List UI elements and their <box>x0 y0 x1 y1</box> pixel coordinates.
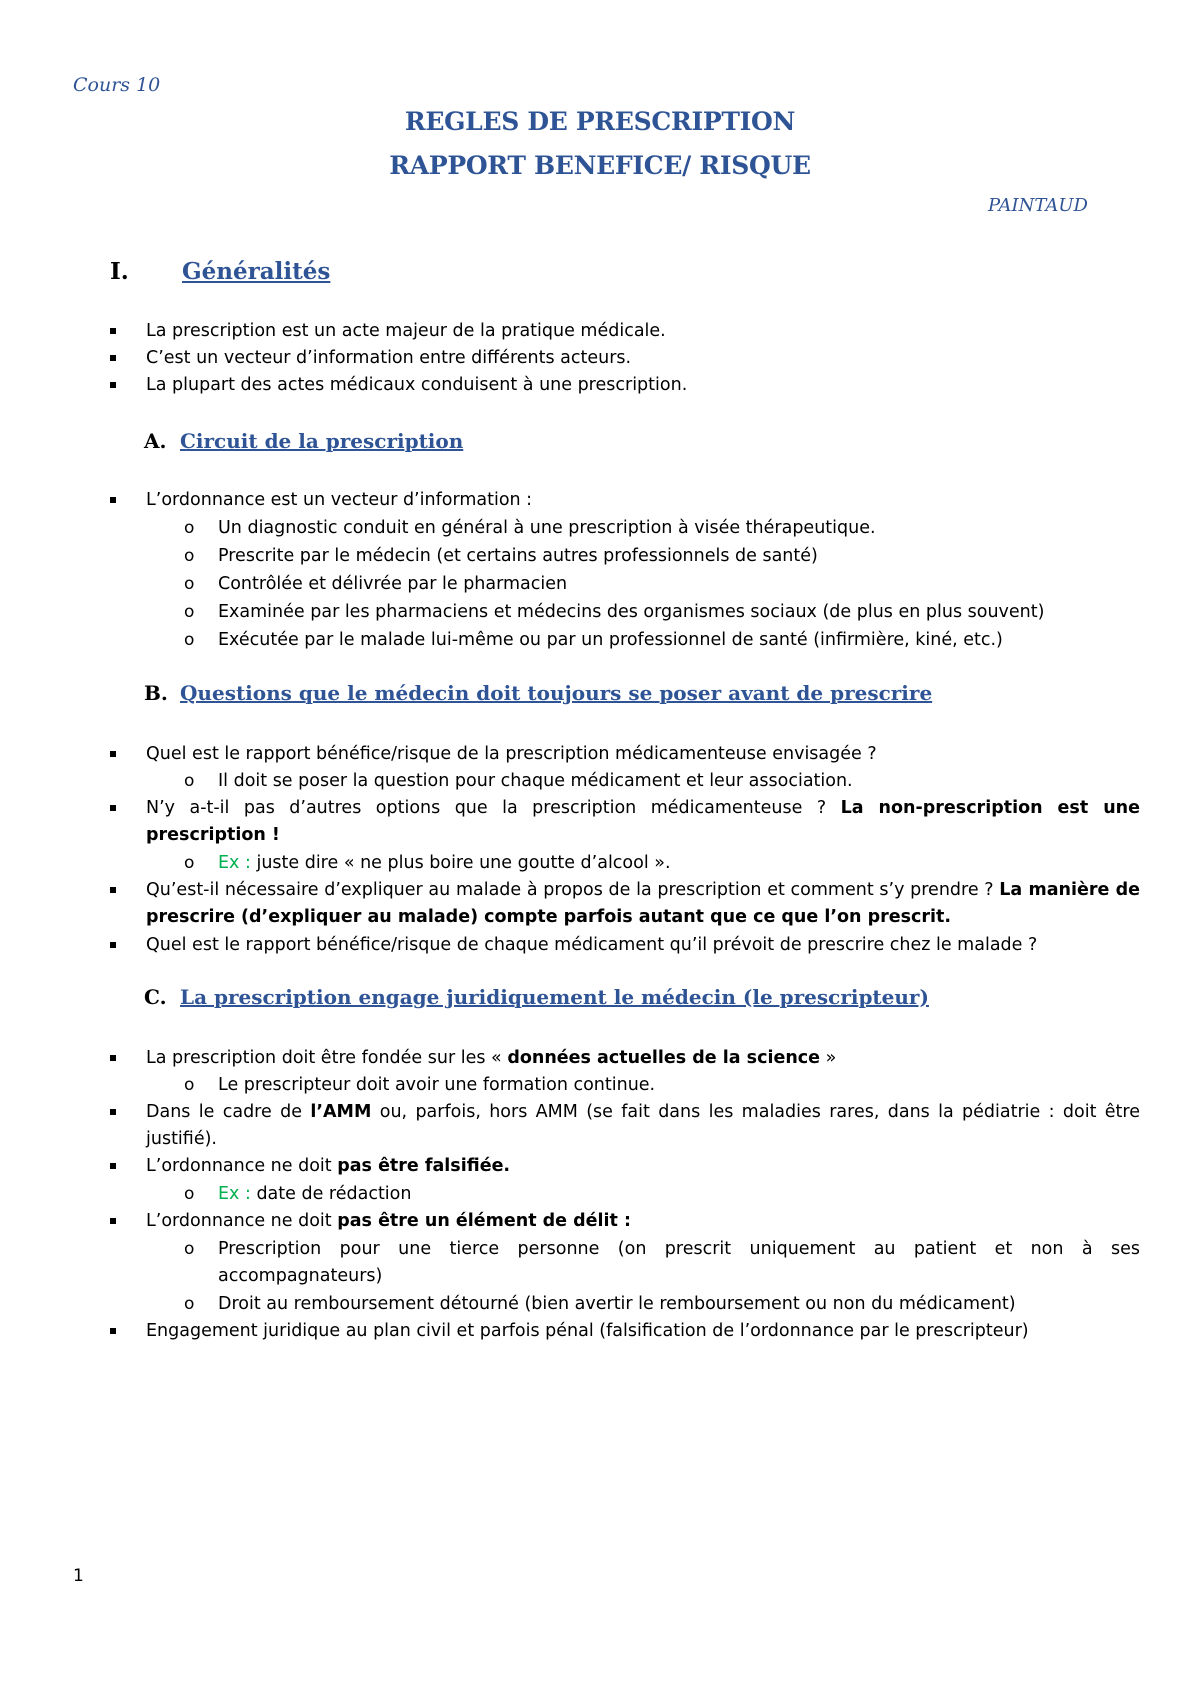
circle-bullet-icon: o <box>184 574 195 594</box>
bullet-icon <box>110 1208 124 1236</box>
example-label: Ex : <box>218 1184 251 1204</box>
list-item <box>146 1099 1140 1153</box>
sub-list-item <box>218 850 1140 877</box>
section-a-title: Circuit de la prescription <box>180 429 464 453</box>
section-b-number: B. <box>144 681 168 705</box>
list-item: Quel est le rapport bénéfice/risque de chaque médicament qu’il prévoit de prescrire chez le malade ? <box>146 935 1038 955</box>
sub-list-item: Examinée par les pharmaciens et médecins des organismes sociaux (de plus en plus souvent) <box>218 602 1045 622</box>
list-item: La prescription est un acte majeur de la pratique médicale. <box>146 321 666 341</box>
section-c-heading <box>144 985 929 1009</box>
sub-list-item: Contrôlée et délivrée par le pharmacien <box>218 574 568 594</box>
section-c-number: C. <box>144 985 167 1009</box>
bold-emphasis: l’AMM <box>310 1102 372 1122</box>
section-b-heading <box>144 681 932 705</box>
sub-list-item: Le prescripteur doit avoir une formation continue. <box>218 1075 656 1095</box>
document-title: REGLES DE PRESCRIPTION <box>404 107 796 136</box>
course-label: Cours 10 <box>73 74 161 96</box>
sub-list-item: Droit au remboursement détourné (bien avertir le remboursement ou non du médicament) <box>218 1294 1016 1314</box>
bullet-icon <box>110 877 124 905</box>
circle-bullet-icon: o <box>184 1294 195 1314</box>
section-b-title: Questions que le médecin doit toujours se poser avant de prescrire <box>180 681 933 705</box>
text-fragment: L’ordonnance ne doit <box>146 1211 332 1231</box>
sub-list-item: Exécutée par le malade lui-même ou par un professionnel de santé (infirmière, kiné, etc.) <box>218 630 1003 650</box>
section-1-number: I. <box>110 258 129 285</box>
section-a-number: A. <box>144 429 167 453</box>
bullet-icon <box>110 795 124 823</box>
circle-bullet-icon: o <box>184 1239 195 1259</box>
bold-emphasis: La non-prescription est une prescription ! <box>146 798 1140 845</box>
section-c-title: La prescription engage juridiquement le médecin (le prescripteur) <box>180 985 929 1009</box>
example-text: date de rédaction <box>256 1184 412 1204</box>
circle-bullet-icon: o <box>184 1075 195 1095</box>
list-item <box>146 1153 1140 1180</box>
bold-emphasis: données actuelles de la science <box>507 1048 821 1068</box>
list-item <box>146 795 1140 849</box>
list-item: C’est un vecteur d’information entre différents acteurs. <box>146 348 632 368</box>
circle-bullet-icon: o <box>184 546 195 566</box>
author-name: PAINTAUD <box>988 195 1088 216</box>
example-label: Ex : <box>218 853 251 873</box>
example-text: juste dire « ne plus boire une goutte d’alcool ». <box>256 853 671 873</box>
list-item: Engagement juridique au plan civil et parfois pénal (falsification de l’ordonnance par le prescripteur) <box>146 1321 1029 1341</box>
bullet-icon <box>110 318 124 346</box>
list-item <box>146 877 1140 931</box>
sub-list-item: Prescrite par le médecin (et certains autres professionnels de santé) <box>218 546 818 566</box>
list-item <box>146 1045 1140 1072</box>
circle-bullet-icon: o <box>184 518 195 538</box>
circle-bullet-icon: o <box>184 771 195 791</box>
text-fragment: » <box>825 1048 837 1068</box>
bold-emphasis: pas être un élément de délit : <box>337 1211 631 1231</box>
text-fragment: ou, parfois, hors AMM (se fait dans les maladies rares, dans la pédiatrie : doit être justifié). <box>146 1102 1140 1149</box>
circle-bullet-icon: o <box>184 630 195 650</box>
document-subtitle: RAPPORT BENEFICE/ RISQUE <box>389 151 811 180</box>
bullet-icon <box>110 487 124 515</box>
bullet-icon <box>110 1099 124 1127</box>
bullet-icon <box>110 372 124 400</box>
sub-list-item: Prescription pour une tierce personne (on prescrit uniquement au patient et non à ses accompagnateurs) <box>218 1239 1140 1286</box>
sub-list-item: Il doit se poser la question pour chaque médicament et leur association. <box>218 771 853 791</box>
bullet-icon <box>110 345 124 373</box>
sub-list-item <box>218 1181 1140 1208</box>
bullet-icon <box>110 1153 124 1181</box>
bold-emphasis: La manière de prescrire (d’expliquer au malade) compte parfois autant que ce que l’on prescrit. <box>146 880 1140 927</box>
bullet-icon <box>110 1045 124 1073</box>
section-a-heading <box>144 429 463 453</box>
question-text: N’y a-t-il pas d’autres options que la prescription médicamenteuse ? <box>146 798 827 818</box>
sub-list-item: Un diagnostic conduit en général à une prescription à visée thérapeutique. <box>218 518 876 538</box>
question-text: Qu’est-il nécessaire d’expliquer au malade à propos de la prescription et comment s’y prendre ? <box>146 880 994 900</box>
circle-bullet-icon: o <box>184 853 195 873</box>
circle-bullet-icon: o <box>184 1184 195 1204</box>
text-fragment: La prescription doit être fondée sur les « <box>146 1048 502 1068</box>
list-item: La plupart des actes médicaux conduisent à une prescription. <box>146 375 688 395</box>
page-number: 1 <box>73 1566 84 1586</box>
list-item: L’ordonnance est un vecteur d’information : <box>146 490 533 510</box>
bullet-icon <box>110 1318 124 1346</box>
bold-emphasis: pas être falsifiée. <box>337 1156 511 1176</box>
list-item <box>146 1208 1140 1235</box>
section-1-heading <box>110 258 330 285</box>
bullet-icon <box>110 741 124 769</box>
section-1-title: Généralités <box>182 258 331 285</box>
text-fragment: Dans le cadre de <box>146 1102 302 1122</box>
bullet-icon <box>110 932 124 960</box>
text-fragment: L’ordonnance ne doit <box>146 1156 332 1176</box>
list-item: Quel est le rapport bénéfice/risque de la prescription médicamenteuse envisagée ? <box>146 744 877 764</box>
circle-bullet-icon: o <box>184 602 195 622</box>
